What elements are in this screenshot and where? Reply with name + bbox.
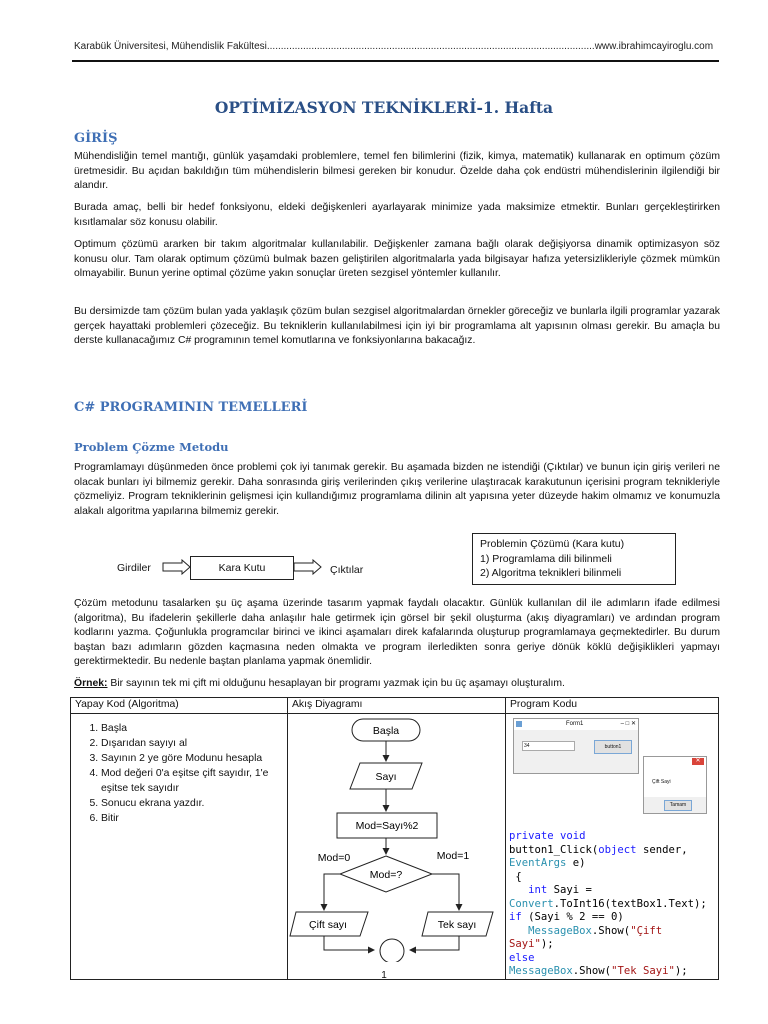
algorithm-cell	[71, 714, 288, 980]
code-token: Sayi"	[509, 938, 541, 950]
section-heading-giris: GİRİŞ	[74, 131, 118, 146]
paragraph-1: Mühendisliğin temel mantığı, günlük yaşamdaki problemlere, temel fen bilimlerini (fizik, kimya, matematik) kullanarak en optimum çözüm üretmesidir. Bu açıdan bakıldığın tüm mühendislerin bilmesi gereken bir konudur. Özelde daha çok endüstri mühendislerinin ilgilendiği bir alandır.	[74, 151, 720, 192]
list-item: 5. Sonucu ekrana yazdır.	[101, 796, 283, 811]
code-token: private void	[509, 830, 586, 842]
code-token: e)	[566, 857, 586, 869]
messagebox-footer	[644, 797, 706, 813]
messagebox-titlebar	[644, 757, 706, 766]
code-token: .Show(	[572, 965, 612, 977]
solution-item-1: 1) Programlama dili bilinmeli	[480, 552, 612, 565]
ok-button[interactable]: Tamam	[664, 800, 692, 811]
diagram-inputs-label: Girdiler	[117, 562, 151, 574]
code-token: else	[509, 951, 535, 964]
code-token: (Sayi % 2 == 0)	[521, 911, 624, 923]
example-text: Bir sayının tek mi çift mi olduğunu hesaplayan bir programı yazmak için bu üç aşamayı oluşturalım.	[107, 678, 565, 689]
close-icon[interactable]: ✕	[692, 758, 704, 765]
list-item: 3. Sayının 2 ye göre Modunu hesapla	[101, 751, 283, 766]
list-item: 2. Dışarıdan sayıyı al	[101, 736, 283, 751]
list-item: 6. Bitir	[101, 811, 283, 826]
header-institution: Karabük Üniversitesi, Mühendislik Fakültesi	[74, 41, 267, 52]
code-token: object	[598, 843, 637, 856]
code-token: MessageBox	[528, 924, 592, 937]
page-number: 1	[381, 970, 387, 981]
section-heading-csharp: C# PROGRAMININ TEMELLERİ	[74, 400, 308, 415]
table-header-code: Program Kodu	[506, 698, 719, 714]
code-token: );	[540, 938, 554, 950]
flowchart-mod0-label: Mod=0	[317, 852, 351, 864]
inputs-arrow-icon	[162, 559, 192, 575]
form1-title: Form1	[566, 721, 584, 727]
black-box: Kara Kutu	[190, 556, 294, 580]
header-dots: ......................................................................................................................	[266, 41, 595, 52]
table-header-algorithm: Yapay Kod (Algoritma)	[71, 698, 288, 714]
code-token: if	[509, 911, 522, 923]
form1-window	[513, 718, 639, 774]
window-controls-icon: – □ ✕	[620, 721, 636, 727]
flowchart-end-node	[380, 939, 404, 962]
flowchart	[288, 714, 497, 962]
solution-box	[472, 533, 676, 585]
code-token: {	[509, 870, 522, 883]
app-screenshot	[509, 716, 716, 816]
page-header	[74, 41, 716, 52]
outputs-arrow-icon	[293, 559, 323, 575]
code-token: "Çift	[630, 924, 663, 937]
flow-arrow	[432, 874, 459, 910]
table-header-flowchart: Akış Diyagramı	[288, 698, 506, 714]
code-token: Convert	[509, 897, 554, 910]
button1[interactable]: button1	[594, 740, 632, 754]
textbox1[interactable]: 34	[522, 741, 575, 751]
subheading-problem: Problem Çözme Metodu	[74, 440, 229, 454]
algorithm-table	[70, 697, 719, 980]
code-token: MessageBox	[509, 965, 573, 977]
flow-arrow	[324, 874, 340, 910]
code-cell	[506, 714, 719, 980]
list-item: 1. Başla	[101, 721, 283, 736]
solution-item-2: 2) Algoritma teknikleri bilinmeli	[480, 567, 622, 579]
paragraph-6: Çözüm metodunu tasalarken şu üç aşama üzerinde tasarım yapmak faydalı olacaktır. Günlük kullanılan dil ile adımların ifade edilmesi (algoritma), Bu ifadelerin şekillerle daha anlaşılır hale getirmek için görsel bir şekil oluşturma (akış diyagramları) ve ardından program kodlarını yazma. Çoğunlukla programcılar birinci ve ikinci aşamaları direk kafalarında oluşturup programlamaya geçmektedirler. Bu durum baştan bazı adımların gözden kaçmasına neden olmakta ve program ilerledikten sonra geriye dönük köklü değişiklikleri yapmayı gerektirmektedir. Bu nedenle baştan planlama yapmak önemlidir.	[74, 598, 720, 668]
flow-arrow	[410, 936, 459, 950]
header-rule	[72, 60, 719, 62]
code-block	[509, 830, 716, 979]
code-token: Sayi =	[547, 884, 592, 896]
list-item: 4. Mod değeri 0'a eşitse çift sayıdır, 1'e eşitse tek sayıdır	[101, 766, 283, 796]
form-app-icon	[516, 721, 522, 727]
messagebox-text: Çift Sayi	[652, 779, 671, 785]
algorithm-steps	[75, 721, 283, 826]
paragraph-2: Burada amaç, belli bir hedef fonksiyonu, eldeki değişkenleri ayarlayarak minimize yada maksimize etmektir. Bunları gerçekleştirirken kısıtlamalar söz konusu olabilir.	[74, 202, 720, 228]
flowchart-decision-label: Mod=?	[369, 869, 403, 881]
form1-titlebar	[514, 719, 638, 730]
example-label: Örnek:	[74, 678, 108, 689]
code-token: EventArgs	[509, 857, 567, 869]
example-line	[74, 677, 720, 692]
code-token: button1_Click(	[509, 843, 599, 856]
paragraph-3: Optimum çözümü ararken bir takım algoritmalar kullanılabilir. Değişkenler zamana bağlı olarak değişiyorsa dinamik optimizasyon söz konusu olur. Tam olarak optimum çözümü bulmak bazen geliştirilen algoritmalarla yada bilgisayar hafıza yetersizlikleriyle çözmek mümkün olmayabilir. Bunun yerine optimal çözüme yakın sonuçlar üreten sezgisel yöntemler kullanılır.	[74, 239, 720, 280]
paragraph-4: Bu dersimizde tam çözüm bulan yada yaklaşık çözüm bulan sezgisel algoritmalardan örnekler göreceğiz ve bunlarla ilgili programlar yazarak gerçek hayattaki problemleri çözeceğiz. Bu tekniklerin kullanılabilmesi için iyi bir programlama alt yapısının olması gerekir. Bu amaçla bu derste kullanacağımız C# programının temel komutlarına ve fonksiyonlarına bakacağız.	[74, 306, 720, 347]
code-token: "Tek Sayi"	[611, 965, 675, 977]
flowchart-process-label: Mod=Sayı%2	[355, 820, 419, 832]
code-token: .Show(	[591, 924, 631, 937]
solution-title: Problemin Çözümü (Kara kutu)	[480, 538, 625, 550]
flow-arrow	[324, 936, 374, 950]
code-token: int	[528, 884, 548, 896]
header-website: www.ibrahimcayiroglu.com	[594, 41, 714, 52]
code-token: .ToInt16(textBox1.Text);	[553, 897, 707, 910]
flowchart-odd-label: Tek sayı	[437, 919, 477, 931]
messagebox-window	[643, 756, 707, 814]
diagram-outputs-label: Çıktılar	[330, 564, 364, 576]
flowchart-cell	[288, 714, 506, 980]
flowchart-even-label: Çift sayı	[309, 919, 347, 931]
page-title: OPTİMİZASYON TEKNİKLERİ-1. Hafta	[214, 98, 554, 117]
code-token: );	[674, 965, 688, 977]
flowchart-start-label: Başla	[372, 725, 400, 737]
paragraph-5: Programlamayı düşünmeden önce problemi çok iyi tanımak gerekir. Bu aşamada bizden ne istendiği (Çıktılar) ve bunun için giriş verileri ne olacak bunları iyi bilmemiz gerekir. Daha sonrasında giriş verilerinden çıkış verilerine ulaştıracak karakutunun içerisini program teknikleriyle çözmeliyiz. Program tekniklerinin gelişmesi için kullandığımız programlama dilinin alt yapısına yeter düzeyde hakim olmamız ve konumuzla alakalı algoritma yapılarına bilmemiz gerekir.	[74, 462, 720, 517]
flowchart-input-label: Sayı	[375, 771, 397, 783]
flowchart-mod1-label: Mod=1	[436, 850, 470, 862]
code-token: sender,	[636, 843, 688, 856]
